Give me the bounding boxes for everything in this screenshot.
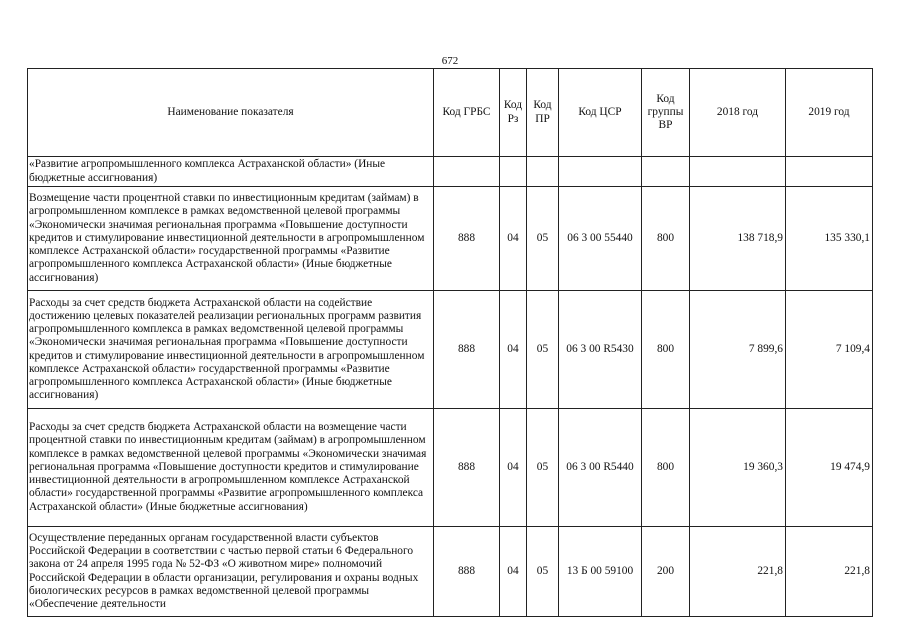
cell-pr: 05 — [527, 187, 559, 291]
cell-grbs: 888 — [434, 527, 500, 617]
page-number: 672 — [441, 55, 459, 67]
table-row — [28, 527, 873, 617]
cell-vr: 800 — [642, 291, 690, 409]
cell-2019: 19 474,9 — [786, 409, 873, 527]
empty-cell — [786, 157, 873, 187]
cell-vr: 800 — [642, 409, 690, 527]
cell-2018: 19 360,3 — [690, 409, 786, 527]
table-row — [28, 409, 873, 527]
cell-csr: 06 3 00 R5430 — [559, 291, 642, 409]
cell-2018: 7 899,6 — [690, 291, 786, 409]
cell-rz: 04 — [500, 527, 527, 617]
cell-pr: 05 — [527, 409, 559, 527]
empty-cell — [500, 157, 527, 187]
table-row — [28, 291, 873, 409]
cell-grbs: 888 — [434, 409, 500, 527]
table-row — [28, 187, 873, 291]
cell-csr: 06 3 00 55440 — [559, 187, 642, 291]
cell-rz: 04 — [500, 291, 527, 409]
cell-rz: 04 — [500, 187, 527, 291]
cell-2018: 221,8 — [690, 527, 786, 617]
cell-pr: 05 — [527, 527, 559, 617]
cell-2018: 138 718,9 — [690, 187, 786, 291]
cell-grbs: 888 — [434, 291, 500, 409]
header-row — [28, 69, 873, 157]
cell-vr: 800 — [642, 187, 690, 291]
cell-2019: 7 109,4 — [786, 291, 873, 409]
header-grbs: Код ГРБС — [434, 69, 500, 157]
row-name: Возмещение части процентной ставки по инвестиционным кредитам (займам) в агропромышленном комплексе в рамках ведомственной целевой программы «Экономически значимая региональная программа «Повышение доступности кредитов и стимулирование инвестиционной деятельности в агропромышленном комплексе Астраханской области» государственной программы «Развитие агропромышленного комплекса Астраханской области» (Иные бюджетные ассигнования) — [28, 187, 434, 291]
table-row-continuation — [28, 157, 873, 187]
empty-cell — [690, 157, 786, 187]
header-vr: Код группы ВР — [642, 69, 690, 157]
empty-cell — [527, 157, 559, 187]
cell-2019: 135 330,1 — [786, 187, 873, 291]
cell-rz: 04 — [500, 409, 527, 527]
cell-csr: 06 3 00 R5440 — [559, 409, 642, 527]
header-name: Наименование показателя — [28, 69, 434, 157]
header-2018: 2018 год — [690, 69, 786, 157]
budget-table — [27, 68, 873, 617]
empty-cell — [642, 157, 690, 187]
empty-cell — [434, 157, 500, 187]
cell-grbs: 888 — [434, 187, 500, 291]
header-csr: Код ЦСР — [559, 69, 642, 157]
cell-pr: 05 — [527, 291, 559, 409]
cell-vr: 200 — [642, 527, 690, 617]
header-2019: 2019 год — [786, 69, 873, 157]
row-name: Осуществление переданных органам государственной власти субъектов Российской Федерации в соответствии с частью первой статьи 6 Федерального закона от 24 апреля 1995 года № 52-ФЗ «О животном мире» полномочий Российской Федерации в области организации, регулирования и охраны водных биологических ресурсов в рамках ведомственной целевой программы «Обеспечение деятельности — [28, 527, 434, 617]
header-rz: Код Рз — [500, 69, 527, 157]
row-name: «Развитие агропромышленного комплекса Астраханской области» (Иные бюджетные ассигнования) — [28, 157, 434, 187]
cell-2019: 221,8 — [786, 527, 873, 617]
header-pr: Код ПР — [527, 69, 559, 157]
row-name: Расходы за счет средств бюджета Астраханской области на содействие достижению целевых показателей реализации региональных программ развития агропромышленного комплекса в рамках ведомственной целевой программы «Экономически значимая региональная программа «Повышение доступности кредитов и стимулирование инвестиционной деятельности в агропромышленном комплексе Астраханской области» государственной программы «Развитие агропромышленного комплекса Астраханской области» (Иные бюджетные ассигнования) — [28, 291, 434, 409]
row-name: Расходы за счет средств бюджета Астраханской области на возмещение части процентной ставки по инвестиционным кредитам (займам) в агропромышленном комплексе в рамках ведомственной целевой программы «Экономически значимая региональная программа «Повышение доступности кредитов и стимулирование инвестиционной деятельности в агропромышленном комплексе Астраханской области» государственной программы «Развитие агропромышленного комплекса Астраханской области» (Иные бюджетные ассигнования) — [28, 409, 434, 527]
empty-cell — [559, 157, 642, 187]
cell-csr: 13 Б 00 59100 — [559, 527, 642, 617]
